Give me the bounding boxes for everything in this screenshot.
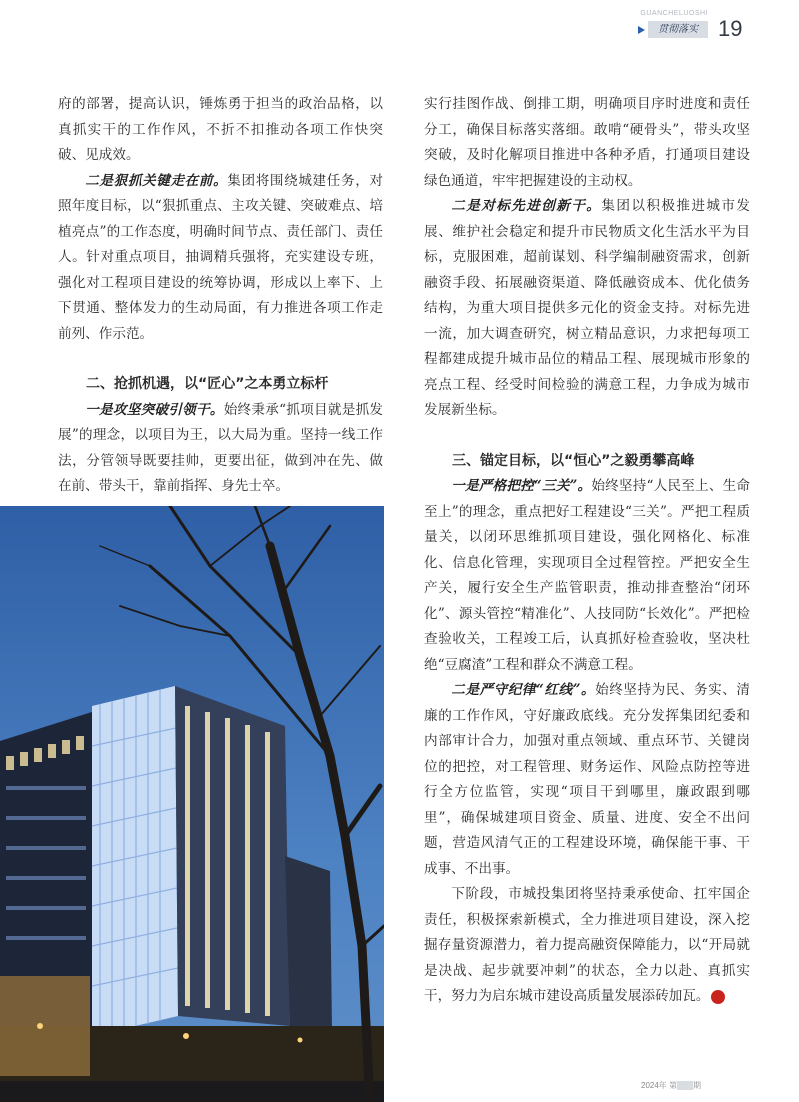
footer-year: 2024年 xyxy=(641,1081,667,1090)
issue-footer xyxy=(641,1080,701,1091)
issue-number-blank xyxy=(677,1081,693,1090)
paragraph xyxy=(58,169,383,348)
paragraph-text: 下阶段，市城投集团将坚持秉承使命、扛牢国企责任，积极探索新模式，全力推进项目建设，深入挖掘存量资源潜力，着力提高融资保障能力，以“开局就是决战、起步就要冲刺”的状态，全力以赴、真抓实干，努力为启东城市建设高质量发展添砖加瓦。 xyxy=(424,886,750,1004)
paragraph: 实行挂图作战、倒排工期，明确项目序时进度和责任分工，确保目标落实落细。敢啃“硬骨头”，带头攻坚突破，及时化解项目推进中各种矛盾，打通项目建设绿色通道，牢牢把握建设的主动权。 xyxy=(424,96,750,189)
paragraph-text: 集团将围绕城建任务，对照年度目标，以“狠抓重点、主攻关键、突破难点、培植亮点”的工作态度，明确时间节点、责任部门、责任人。针对重点项目，抽调精兵强将，充实建设专班，强化对工程项目建设的统筹协调，形成以上率下、上下贯通、整体发力的生动局面，有力推进各项工作走前列、作示范。 xyxy=(58,172,383,342)
section-heading: 二、抢抓机遇，以“匠心”之本勇立标杆 xyxy=(86,376,329,392)
lead-phrase: 二是严守纪律“红线”。 xyxy=(451,682,596,698)
building-photo xyxy=(0,506,384,1102)
triangle-icon xyxy=(638,26,645,34)
footer-issue-prefix: 第 xyxy=(669,1081,678,1090)
lead-phrase: 二是对标先进创新干。 xyxy=(451,198,602,214)
header-pinyin: GUANCHELUOSHI xyxy=(640,10,708,17)
right-column xyxy=(424,92,750,1010)
paragraph xyxy=(58,398,383,500)
paragraph xyxy=(424,882,750,1010)
lead-phrase: 一是攻坚突破引领干。 xyxy=(85,401,224,418)
paragraph: 府的部署，提高认识，锤炼勇于担当的政治品格，以真抓实干的工作作风，不折不扣推动各项工作快突破、见成效。 xyxy=(58,96,383,163)
lead-phrase: 一是严格把控“三关”。 xyxy=(451,478,592,494)
section-heading: 三、锚定目标，以“恒心”之毅勇攀高峰 xyxy=(452,452,695,469)
section-label: 贯彻落实 xyxy=(648,21,708,38)
paragraph xyxy=(424,678,750,882)
paragraph xyxy=(424,474,750,678)
building-illustration xyxy=(0,506,384,1102)
paragraph-text: 始终坚持“人民至上、生命至上”的理念，重点把好工程建设“三关”。严把工程质量关，以闭环思维抓项目建设，强化网格化、标准化、信息化管理，实现项目全过程管控。严把安全生产关，履行安全生产监管职责，推动排查整治“闭环化”、源头管控“精准化”、人技同防“长效化”。严把检查验收关，工程竣工后，认真抓好检查验收，坚决杜绝“豆腐渣”工程和群众不满意工程。 xyxy=(424,478,750,673)
lead-phrase: 二是狠抓关键走在前。 xyxy=(85,172,228,189)
left-column xyxy=(58,92,383,500)
section-tag xyxy=(634,21,708,38)
footer-issue-suffix: 期 xyxy=(693,1081,702,1090)
paragraph-text: 始终秉承“抓项目就是抓发展”的理念，以项目为王，以大局为重。坚持一线工作法，分管领导既要挂帅，更要出征，做到冲在先、做在前、带头干，靠前指挥、身先士卒。 xyxy=(58,401,384,494)
paragraph-text: 集团以积极推进城市发展、维护社会稳定和提升市民物质文化生活水平为目标，克服困难，超前谋划、科学编制融资需求，创新融资手段、拓展融资渠道、降低融资成本、优化债务结构，为重大项目提供多元化的资金支持。对标先进一流，加大调查研究，树立精品意识，力求把每项工程都建成提升城市品位的精品工程、展现城市形象的亮点工程、经受时间检验的满意工程，力争成为城市发展新坐标。 xyxy=(424,198,751,418)
page-number: 19 xyxy=(718,16,743,41)
paragraph-text: 始终坚持为民、务实、清廉的工作作风，守好廉政底线。充分发挥集团纪委和内部审计合力，加强对重点领域、重点环节、关键岗位的把控，对工程管理、财务运作、风险点防控等进行全方位监管，实现“项目干到哪里，廉政跟到哪里”，确保城建项目资金、质量、进度、安全不出问题，营造风清气正的工程建设环境，确保能干事、干成事、不出事。 xyxy=(424,682,751,877)
paragraph xyxy=(424,194,750,424)
end-seal-icon: ✿ xyxy=(711,990,725,1004)
